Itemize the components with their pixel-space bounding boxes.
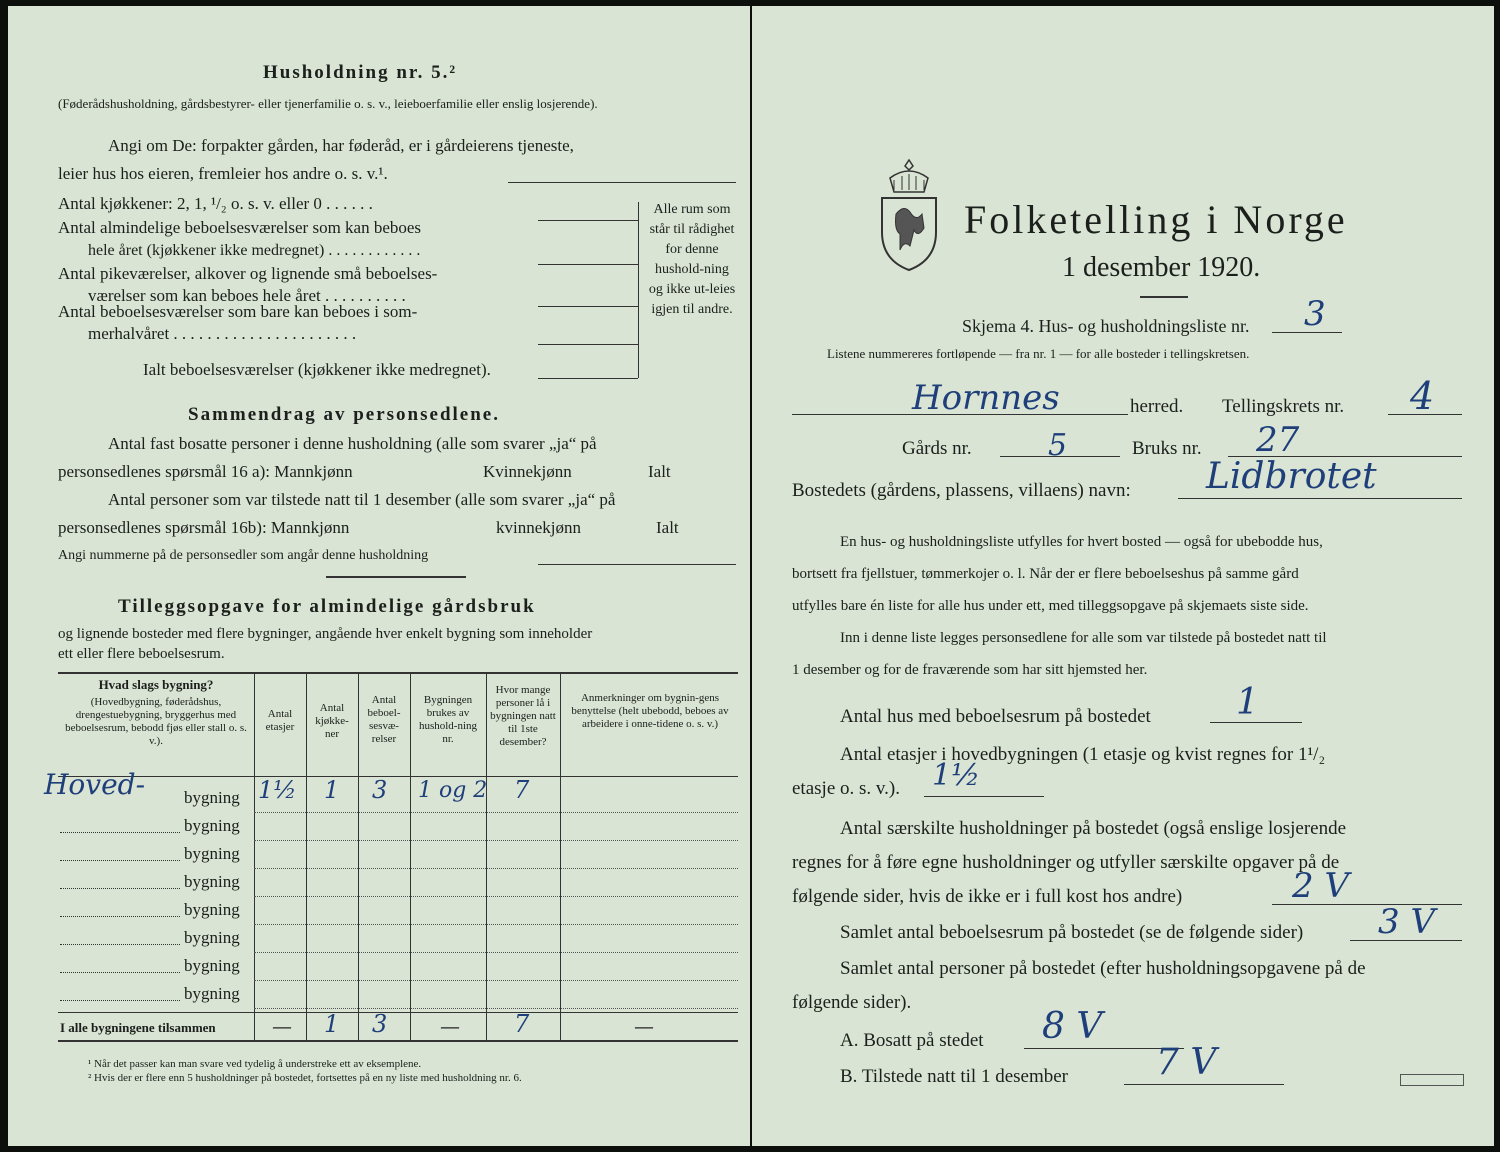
a-label: A. Bosatt på stedet (840, 1030, 984, 1051)
summary-kvinne-2: kvinnekjønn (496, 518, 581, 537)
title-divider (1140, 296, 1188, 298)
krets-label: Tellingskrets nr. (1222, 396, 1345, 417)
pike-label-2: værelser som kan beboes hele året . . . . . . . . . . (88, 286, 406, 305)
skjema-label: Skjema 4. Hus- og husholdningsliste nr. (962, 316, 1250, 336)
answer-line (538, 564, 736, 565)
total-vaerelser: 3 (372, 1010, 388, 1038)
rum-label: Samlet antal beboelsesrum på bostedet (se de følgende sider) (840, 922, 1304, 943)
etasjer-line-1: Antal etasjer i hovedbygningen (1 etasje og kvist regnes for 1¹/₂ (840, 744, 1326, 765)
bygning-type-line (60, 944, 180, 945)
row1-personer: 7 (514, 776, 530, 804)
etasjer-value: 1½ (932, 758, 981, 793)
total-etasjer: — (272, 1014, 292, 1038)
answer-line (538, 220, 638, 221)
coat-of-arms-icon (876, 156, 942, 274)
bygning-type-line (60, 972, 180, 973)
table-row (254, 896, 738, 897)
bygning-type-line (60, 916, 180, 917)
summary-ialt-1: Ialt (648, 462, 671, 481)
a-value: 8 V (1042, 1006, 1103, 1047)
table-row (254, 924, 738, 925)
krets-value: 4 (1410, 374, 1435, 418)
bygning-label: bygning (184, 956, 240, 975)
answer-line (1178, 498, 1462, 499)
answer-line (538, 378, 638, 379)
bygning-type-line (60, 832, 180, 833)
census-date: 1 desember 1920. (1062, 252, 1261, 283)
printer-stamp (1400, 1074, 1464, 1086)
hus-value: 1 (1236, 682, 1259, 723)
summary-line-1a: Antal fast bosatte personer i denne husholdning (alle som svarer „ja“ på (108, 434, 597, 453)
b-label: B. Tilstede natt til 1 desember (840, 1066, 1068, 1087)
pike-label-1: Antal pikeværelser, alkover og lignende små beboelses- (58, 264, 438, 283)
side-note: Alle rum som står til rådighet for denne hushold-ning og ikke ut-leies igjen til andre. (648, 202, 736, 317)
herred-label: herred. (1130, 396, 1184, 417)
table-row (254, 868, 738, 869)
listene-note: Listene nummereres fortløpende — fra nr. 1 — for alle bosteder i tellingskretsen. (827, 346, 1250, 361)
answer-line (538, 306, 638, 307)
etasjer-line-2: etasje o. s. v.). (792, 778, 900, 799)
table-rule (58, 776, 738, 777)
total-anm: — (634, 1014, 654, 1038)
bygning-label: bygning (184, 984, 240, 1003)
hush-value: 2 V (1292, 866, 1349, 906)
bygning-label: bygning (184, 872, 240, 891)
para1-line-2: bortsett fra fjellstuer, tømmerkojer o. l. Når der er flere beboelseshus på samme gård (792, 566, 1299, 582)
tillegg-sub-2: ett eller flere beboelsesrum. (58, 646, 225, 662)
para1-line-1: En hus- og husholdningsliste utfylles for hvert bosted — også for ubebodde hus, (840, 534, 1323, 550)
bygning-label: bygning (184, 788, 240, 807)
rum-value: 3 V (1378, 902, 1435, 942)
gards-label: Gårds nr. (902, 438, 972, 459)
total-husholdning: — (440, 1014, 460, 1038)
table-col (486, 672, 487, 1040)
bygning-type-line (60, 860, 180, 861)
answer-line (924, 796, 1044, 797)
sommer-label-1: Antal beboelsesværelser som bare kan beboes i som- (58, 302, 418, 321)
household-title: Husholdning nr. 5.² (263, 62, 458, 83)
th-husholdning: Bygningen brukes av hushold-ning nr. (418, 694, 478, 745)
bygning-type-line (60, 888, 180, 889)
kjokkener-label: Antal kjøkkener: 2, 1, ¹/₂ o. s. v. eller 0 . . . . . . (58, 194, 373, 213)
answer-line (1124, 1084, 1284, 1085)
bygning-label: bygning (184, 844, 240, 863)
th-bygning: Hvad slags bygning? (98, 677, 214, 692)
hus-label: Antal hus med beboelsesrum på bostedet (840, 706, 1151, 727)
row1-kjokkener: 1 (324, 776, 340, 804)
hush-line-1: Antal særskilte husholdninger på bostedet (også enslige losjerende (840, 818, 1347, 839)
th-personer: Hvor mange personer lå i bygningen natt til 1ste desember? (490, 684, 556, 748)
right-page (752, 6, 1494, 1146)
para2-line-2: 1 desember og for de fraværende som har sitt hjemsted her. (792, 662, 1148, 678)
total-personer: 7 (514, 1010, 530, 1038)
row1-etasjer: 1½ (258, 776, 297, 804)
table-rule (58, 672, 738, 674)
pers-line-2: følgende sider). (792, 992, 912, 1013)
table-col (358, 672, 359, 1040)
bosted-label: Bostedets (gårdens, plassens, villaens) navn: (792, 480, 1131, 501)
table-row (254, 840, 738, 841)
summary-ialt-2: Ialt (656, 518, 679, 537)
table-col (306, 672, 307, 1040)
row1-type: Hoved- (44, 768, 146, 801)
b-value: 7 V (1156, 1042, 1217, 1083)
bruks-value: 27 (1256, 420, 1300, 460)
household-subtitle: (Føderådshusholdning, gårdsbestyrer- eller tjenerfamilie o. s. v., leieboerfamilie eller enslig losjerende). (58, 96, 598, 111)
table-row (254, 952, 738, 953)
divider (326, 576, 466, 578)
table-row (254, 812, 738, 813)
bygning-type-line (60, 1000, 180, 1001)
summary-line-1b: personsedlenes spørsmål 16 a): Mannkjønn (58, 462, 353, 481)
th-kjokkener: Antal kjøkke-ner (315, 702, 349, 740)
angi-line-1: Angi om De: forpakter gården, har føderåd, er i gårdeierens tjeneste, (108, 136, 574, 155)
footnote-2: ² Hvis der er flere enn 5 husholdninger på bostedet, fortsettes på en ny liste med husholdning nr. 6. (88, 1072, 522, 1084)
summary-line-2b: personsedlenes spørsmål 16b): Mannkjønn (58, 518, 350, 537)
answer-line (538, 344, 638, 345)
summary-kvinne-1: Kvinnekjønn (483, 462, 572, 481)
tillegg-sub-1: og lignende bosteder med flere bygninger, angående hver enkelt bygning som inneholder (58, 626, 593, 642)
table-row (254, 1008, 738, 1009)
summary-title: Sammendrag av personsedlene. (188, 404, 500, 425)
footnote-1: ¹ Når det passer kan man svare ved tydelig å understreke ett av eksemplene. (88, 1058, 422, 1070)
summary-line-2a: Antal personer som var tilstede natt til 1 desember (alle som svarer „ja“ på (108, 490, 616, 509)
gards-value: 5 (1048, 428, 1068, 463)
total-kjokkener: 1 (324, 1010, 340, 1038)
table-rule (58, 1012, 738, 1013)
table-rule (58, 1040, 738, 1042)
table-col (410, 672, 411, 1040)
tillegg-title: Tilleggsopgave for almindelige gårdsbruk (118, 596, 536, 617)
answer-line (538, 264, 638, 265)
table-row (254, 980, 738, 981)
bruks-label: Bruks nr. (1132, 438, 1202, 459)
alminnelige-label-2: hele året (kjøkkener ikke medregnet) . . . . . . . . . . . . (88, 242, 421, 259)
sommer-label-2: merhalvåret . . . . . . . . . . . . . . . . . . . . . . (88, 324, 357, 343)
angi-line-2: leier hus hos eieren, fremleier hos andre o. s. v.¹. (58, 164, 388, 183)
nummer-label: Angi nummerne på de personsedler som angår denne husholdning (58, 548, 429, 563)
th-etasjer: Antal etasjer (265, 708, 295, 733)
left-page (8, 6, 750, 1146)
th-vaerelser: Antal beboel-sesvæ-relser (367, 694, 401, 745)
answer-line (792, 414, 1128, 415)
total-label: I alle bygningene tilsammen (60, 1020, 216, 1035)
th-anmerkninger: Anmerkninger om bygnin-gens benyttelse (helt ubebodd, beboes av arbeidere i onne-tidene o. s. v.) (571, 692, 729, 730)
th-bygning-sub: (Hovedbygning, føderådshus, drengestuebygning, bryggerhus med beboelsesrum, bebodd fjøs eller stall o. s. v.). (65, 696, 247, 747)
para2-line-1: Inn i denne liste legges personsedlene for alle som var tilstede på bostedet natt til (840, 630, 1327, 646)
para1-line-3: utfylles bare én liste for alle hus under ett, med tilleggsopgave på skjemaets siste side. (792, 598, 1309, 614)
row1-husholdning: 1 og 2 (418, 778, 488, 803)
herred-value: Hornnes (912, 378, 1060, 418)
table-col (560, 672, 561, 1040)
pers-line-1: Samlet antal personer på bostedet (efter husholdningsopgavene på de (840, 958, 1366, 979)
bracket-line (638, 202, 639, 378)
census-title: Folketelling i Norge (964, 197, 1348, 242)
skjema-number: 3 (1304, 294, 1326, 334)
alminnelige-label-1: Antal almindelige beboelsesværelser som kan beboes (58, 218, 422, 237)
hush-line-2: regnes for å føre egne husholdninger og utfyller særskilte opgaver på de (792, 852, 1340, 873)
table-col (254, 672, 255, 1040)
bygning-label: bygning (184, 900, 240, 919)
ialt-label: Ialt beboelsesværelser (kjøkkener ikke medregnet). (143, 360, 491, 379)
angi-answer-line (508, 182, 736, 183)
bygning-label: bygning (184, 928, 240, 947)
hush-line-3: følgende sider, hvis de ikke er i full kost hos andre) (792, 886, 1183, 907)
bygning-label: bygning (184, 816, 240, 835)
row1-vaerelser: 3 (372, 776, 388, 804)
bosted-value: Lidbrotet (1206, 456, 1377, 497)
